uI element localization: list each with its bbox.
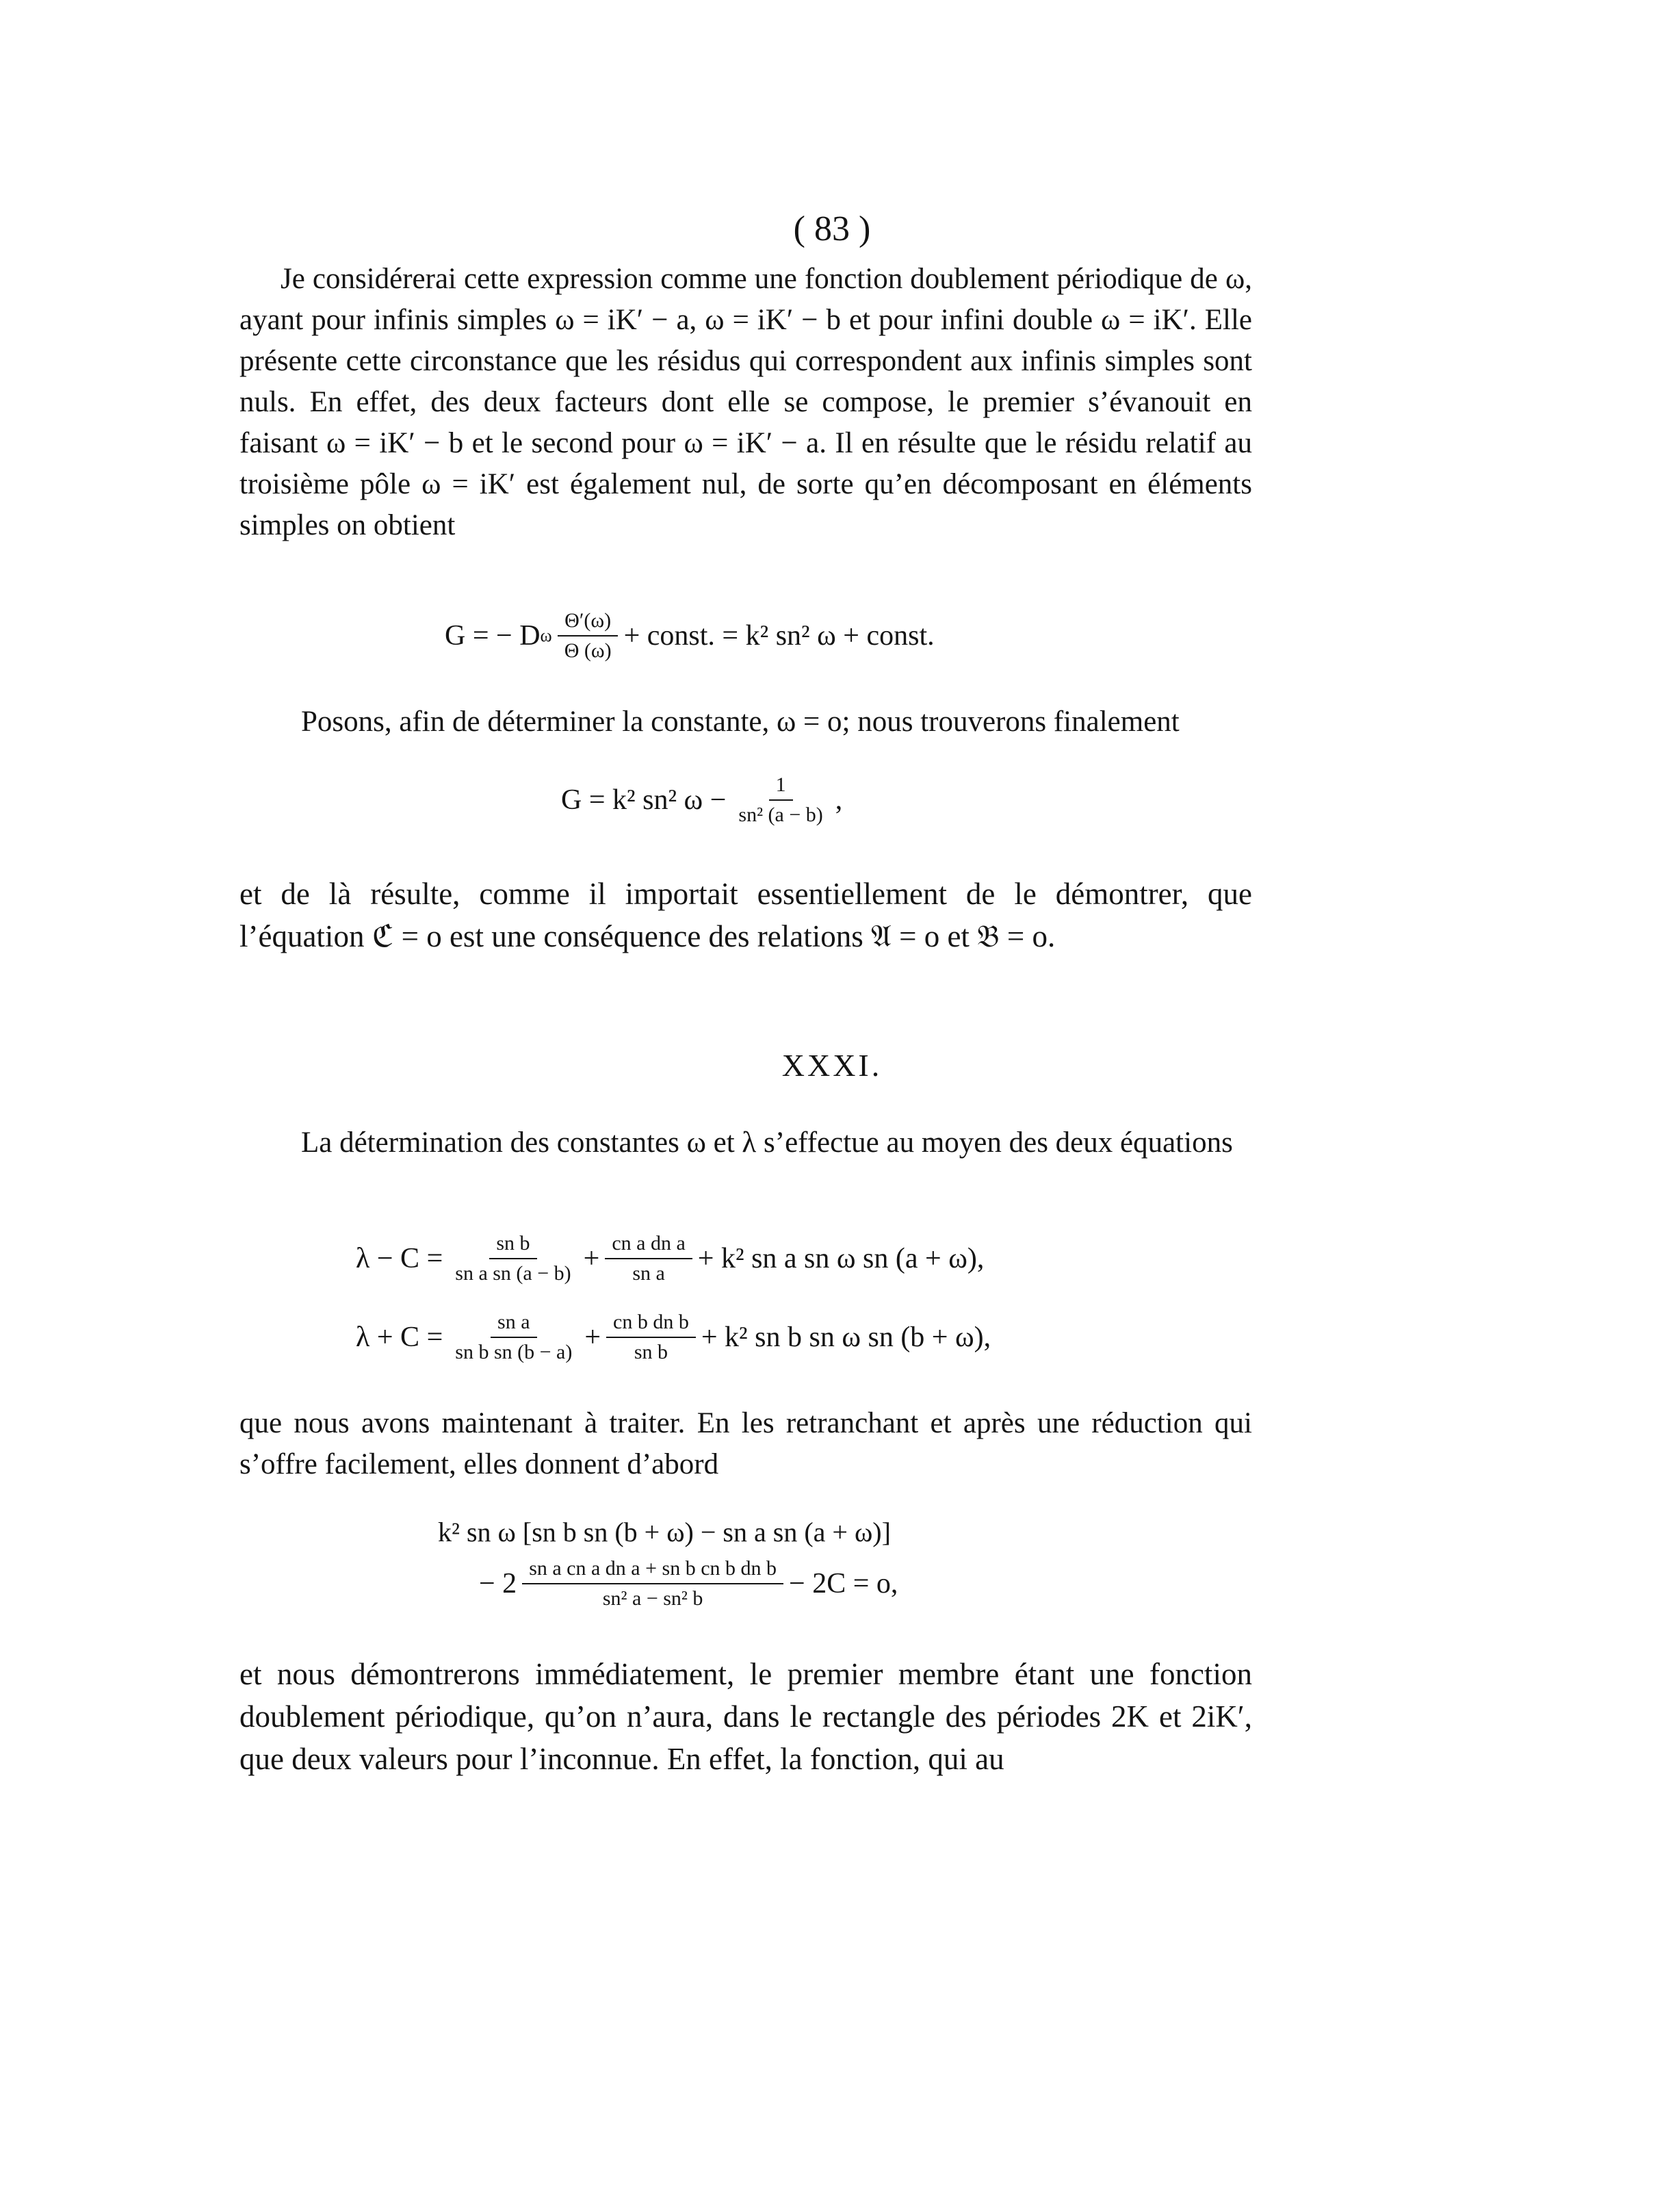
eq1-lhs: G = − D [445, 620, 541, 652]
eq5-lead: − 2 [479, 1568, 517, 1599]
paragraph-determination [239, 1122, 1252, 1163]
equation-g-derivative [445, 609, 935, 663]
eq3-lhs: λ − C = [356, 1243, 443, 1274]
eq4-fraction-1 [448, 1311, 579, 1364]
section-heading: XXXI. [781, 1048, 883, 1083]
paragraph-conclusion [239, 873, 1252, 957]
eq4-f1-numerator: sn a [491, 1311, 537, 1338]
eq3-rest: + k² sn a sn ω sn (a + ω), [697, 1243, 985, 1274]
eq1-subscript: ω [540, 626, 552, 645]
paragraph-text: Je considérerai cette expression comme une fonction doublement périodique de ω, ayant pour infinis simples ω = iK′ − a, ω = iK′ − b et pour infini double ω = iK′. Elle présente cette circonstance que les résidus qui correspondent aux infinis simples sont nuls. En effet, des deux facteurs dont elle se compose, le premier s’évanouit en faisant ω = iK′ − b et le second pour ω = iK′ − a. Il en résulte que le résidu relatif au troisième pôle ω = iK′ est également nul, de sorte qu’en décomposant en éléments simples on obtient [239, 263, 1252, 541]
equation-difference-line-2 [479, 1557, 898, 1610]
equation-g-final [561, 773, 842, 827]
paragraph-text: La détermination des constantes ω et λ s’effectue au moyen des deux équations [301, 1127, 1233, 1159]
eq2-tail: , [835, 784, 843, 816]
eq2-numerator: 1 [769, 773, 793, 801]
eq3-f1-numerator: sn b [489, 1232, 536, 1259]
eq3-plus: + [583, 1243, 600, 1274]
eq2-fraction [731, 773, 829, 827]
eq1-fraction [558, 609, 619, 663]
eq4-f2-numerator: cn b dn b [606, 1311, 696, 1338]
eq4-fraction-2 [606, 1311, 696, 1364]
paragraph-text: que nous avons maintenant à traiter. En les retranchant et après une réduction qui s’offre facilement, elles donnent d’abord [239, 1407, 1252, 1480]
eq1-denominator: Θ (ω) [564, 639, 612, 662]
paragraph-text: et de là résulte, comme il importait essentiellement de le démontrer, que l’équation ℭ = o est une conséquence des relations 𝔄 = o et 𝔅 = o. [239, 877, 1252, 953]
eq4-f2-denominator: sn b [634, 1341, 668, 1363]
eq1-numerator: Θ′(ω) [558, 609, 618, 636]
paragraph-retranchant [239, 1403, 1252, 1485]
eq3-fraction-1 [448, 1232, 577, 1285]
eq3-f1-denominator: sn a sn (a − b) [455, 1262, 571, 1285]
paragraph-periodique [239, 1653, 1252, 1780]
eq5-denominator: sn² a − sn² b [602, 1587, 703, 1610]
eq5-fraction [522, 1557, 783, 1610]
eq5-line1: k² sn ω [sn b sn (b + ω) − sn a sn (a + ω)] [438, 1517, 891, 1547]
equation-difference-line-1 [438, 1516, 891, 1548]
paragraph-posons [239, 702, 1252, 743]
eq2-lhs: G = k² sn² ω − [561, 784, 727, 816]
eq5-rest: − 2C = o, [789, 1568, 898, 1599]
paragraph-text: Posons, afin de déterminer la constante, ω = o; nous trouverons finalement [301, 706, 1180, 738]
paragraph-intro [239, 259, 1252, 546]
paragraph-text: et nous démontrerons immédiatement, le premier membre étant une fonction doublement périodique, qu’on n’aura, dans le rectangle des périodes 2K et 2iK′, que deux valeurs pour l’inconnue. En effet, la fonction, qui au [239, 1657, 1252, 1776]
eq4-rest: + k² sn b sn ω sn (b + ω), [701, 1322, 991, 1353]
eq3-f2-denominator: sn a [632, 1262, 665, 1285]
page-number: ( 83 ) [793, 209, 871, 248]
equation-lambda-plus [356, 1311, 991, 1364]
eq2-denominator: sn² (a − b) [738, 803, 823, 826]
eq3-fraction-2 [605, 1232, 692, 1285]
eq4-lhs: λ + C = [356, 1322, 443, 1353]
eq4-f1-denominator: sn b sn (b − a) [455, 1341, 573, 1363]
eq5-numerator: sn a cn a dn a + sn b cn b dn b [522, 1557, 783, 1584]
eq1-rhs: + const. = k² sn² ω + const. [623, 620, 935, 652]
eq4-plus: + [584, 1322, 601, 1353]
equation-lambda-minus [356, 1232, 984, 1285]
eq3-f2-numerator: cn a dn a [605, 1232, 692, 1259]
